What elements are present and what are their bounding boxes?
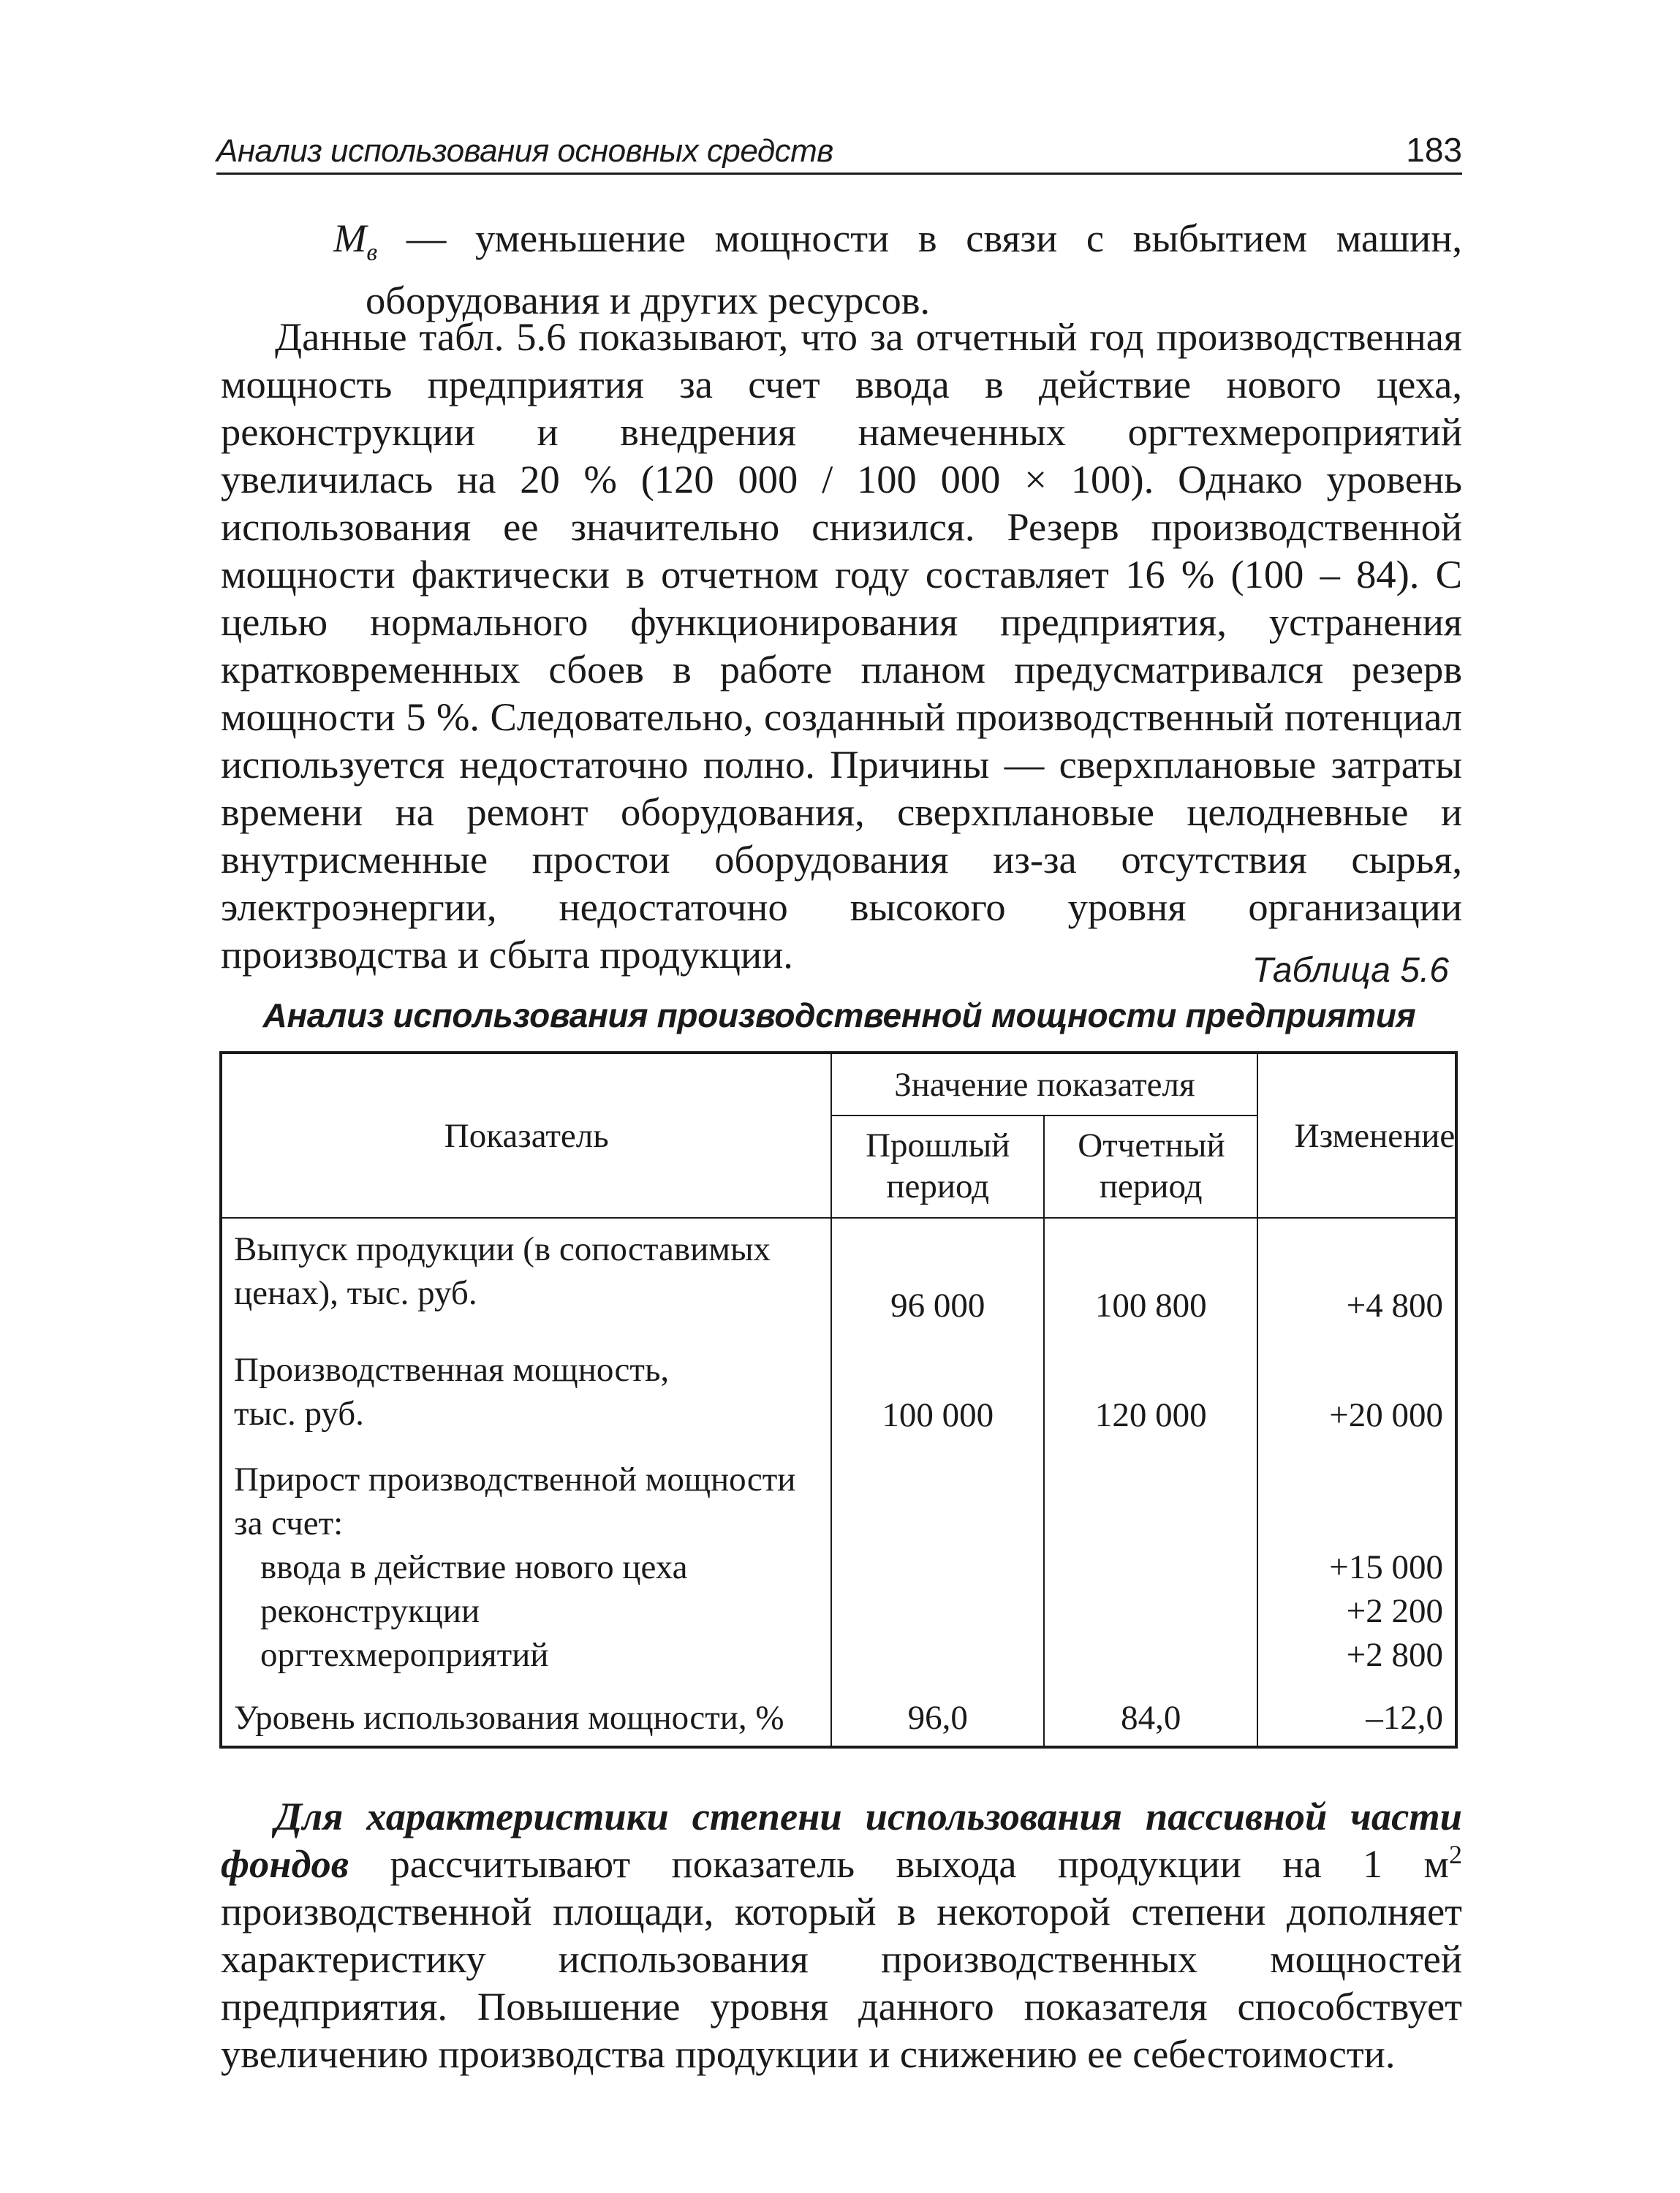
header-indicator: Показатель	[221, 1053, 831, 1218]
text-after-superscript: производственной площади, который в некоторой степени дополняет характеристику использования производственных мощностей предприятия. Повышение уровня данного показателя способствует увеличению производства продукции и снижению ее себестоимости.	[221, 1889, 1462, 2076]
page-number: 183	[1406, 131, 1462, 169]
table-row	[221, 1545, 1456, 1589]
table-row	[221, 1677, 1456, 1747]
table-row	[221, 1218, 1456, 1327]
row-current	[1044, 1545, 1257, 1589]
row-current: 84,0	[1044, 1677, 1257, 1747]
row-label: Прирост производственной мощности за счет:	[221, 1437, 831, 1545]
emphasis-text: Для характеристики степени использования пассивной части фондов	[221, 1794, 1462, 1886]
paragraph-analysis: Данные табл. 5.6 показывают, что за отчетный год производственная мощность предприятия за счет ввода в действие нового цеха, реконструкции и внедрения намеченных оргтехмероприятий увеличилась на 20 % (120 000 / 100 000 × 100). Однако уровень использования ее значительно снизился. Резерв производственной мощности фактически в отчетном году составляет 16 % (100 – 84). С целью нормального функционирования предприятия, устранения кратковременных сбоев в работе планом предусматривался резерв мощности 5 %. Следовательно, созданный производственный потенциал используется недостаточно полно. Причины — сверхплановые затраты времени на ремонт оборудования, сверхплановые целодневные и внутрисменные простои оборудования из-за отсутствия сырья, электроэнергии, недостаточно высокого уровня организации производства и сбыта продукции.	[221, 314, 1462, 977]
running-title: Анализ использования основных средств	[216, 133, 833, 169]
row-change: +2 800	[1257, 1633, 1456, 1677]
definition-subscript: в	[366, 238, 378, 266]
table-row	[221, 1327, 1456, 1437]
row-current	[1044, 1633, 1257, 1677]
definition-paragraph	[333, 214, 1462, 324]
row-change: +20 000	[1257, 1327, 1456, 1437]
header-value-group: Значение показателя	[831, 1053, 1257, 1116]
row-change: –12,0	[1257, 1677, 1456, 1747]
running-header	[216, 124, 1462, 175]
table-row	[221, 1633, 1456, 1677]
row-previous: 96,0	[831, 1677, 1044, 1747]
row-change: +4 800	[1257, 1218, 1456, 1327]
row-previous	[831, 1589, 1044, 1633]
row-previous: 96 000	[831, 1218, 1044, 1327]
row-change	[1257, 1437, 1456, 1545]
row-label: Уровень использования мощности, %	[221, 1677, 831, 1747]
row-previous	[831, 1545, 1044, 1589]
row-change: +2 200	[1257, 1589, 1456, 1633]
definition-text: — уменьшение мощности в связи с выбытием машин, оборудования и других ресурсов.	[366, 216, 1462, 322]
row-previous	[831, 1437, 1044, 1545]
header-previous-period: Прошлый период	[831, 1116, 1044, 1218]
row-current	[1044, 1437, 1257, 1545]
row-previous	[831, 1633, 1044, 1677]
row-current: 100 800	[1044, 1218, 1257, 1327]
header-current-period: Отчетный период	[1044, 1116, 1257, 1218]
paragraph-passive-assets	[221, 1792, 1462, 2078]
table-title: Анализ использования производственной мощности предприятия	[262, 996, 1416, 1034]
capacity-table	[219, 1051, 1458, 1749]
row-label: оргтехмероприятий	[221, 1633, 831, 1677]
row-change: +15 000	[1257, 1545, 1456, 1589]
row-current: 120 000	[1044, 1327, 1257, 1437]
header-change: Изменение	[1257, 1053, 1456, 1218]
table-number: Таблица 5.6	[1252, 951, 1449, 990]
text-before-superscript: рассчитывают показатель выхода продукции на 1 м	[349, 1841, 1449, 1886]
row-previous: 100 000	[831, 1327, 1044, 1437]
row-current	[1044, 1589, 1257, 1633]
row-label: Выпуск продукции (в сопоставимых ценах), тыс. руб.	[221, 1218, 831, 1327]
table-row	[221, 1437, 1456, 1545]
row-label: реконструкции	[221, 1589, 831, 1633]
row-label: ввода в действие нового цеха	[221, 1545, 831, 1589]
table-row	[221, 1589, 1456, 1633]
definition-symbol: $М_в$	[333, 216, 378, 266]
superscript: 2	[1449, 1839, 1462, 1869]
row-label: Производственная мощность, тыс. руб.	[221, 1327, 831, 1437]
